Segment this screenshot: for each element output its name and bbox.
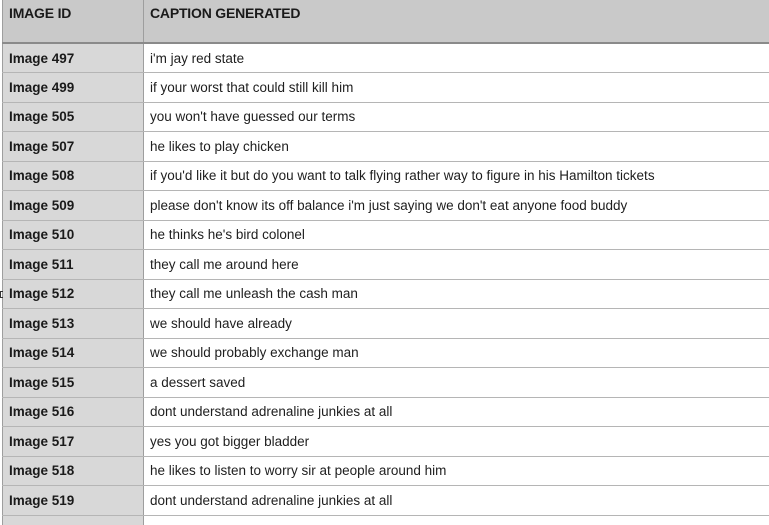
image-id-cell[interactable]: Image 515 [3,368,144,398]
table-row[interactable] [3,279,769,309]
image-id-cell[interactable]: Image 511 [3,250,144,280]
caption-cell[interactable]: we should have already [144,309,769,339]
table-row[interactable] [3,102,769,132]
image-id-cell[interactable]: Image 509 [3,191,144,221]
image-id-cell[interactable]: Image 497 [3,43,144,73]
table-row[interactable] [3,220,769,250]
table-row[interactable] [3,338,769,368]
column-header-caption: CAPTION GENERATED [144,0,769,43]
caption-cell[interactable]: we should probably exchange man [144,338,769,368]
table-row[interactable] [3,427,769,457]
table-row[interactable] [3,191,769,221]
caption-table-sheet [2,0,769,522]
table-row[interactable] [3,132,769,162]
caption-cell[interactable]: they call me around here [144,250,769,280]
image-id-cell[interactable]: Image 513 [3,309,144,339]
caption-cell[interactable]: you won't have guessed our terms [144,102,769,132]
caption-cell[interactable]: dont understand adrenaline junkies at all [144,397,769,427]
image-id-cell[interactable]: Image 499 [3,73,144,103]
caption-cell[interactable]: he likes to play chicken [144,132,769,162]
column-header-image-id: IMAGE ID [3,0,144,43]
image-id-cell[interactable]: Image 519 [3,486,144,516]
caption-cell-empty [144,515,769,525]
table-row[interactable] [3,397,769,427]
caption-table [2,0,769,525]
caption-cell[interactable]: he likes to listen to worry sir at people around him [144,456,769,486]
image-id-cell[interactable]: Image 518 [3,456,144,486]
image-id-cell[interactable]: Image 512 [3,279,144,309]
table-row[interactable] [3,486,769,516]
image-id-cell[interactable]: Image 510 [3,220,144,250]
image-id-cell[interactable]: Image 508 [3,161,144,191]
image-id-cell[interactable]: Image 507 [3,132,144,162]
table-row-partial [3,515,769,525]
header-row [3,0,769,43]
caption-cell[interactable]: he thinks he's bird colonel [144,220,769,250]
row-marker-icon [0,291,3,298]
table-row[interactable] [3,161,769,191]
caption-cell[interactable]: they call me unleash the cash man [144,279,769,309]
table-row[interactable] [3,309,769,339]
caption-cell[interactable]: if you'd like it but do you want to talk flying rather way to figure in his Hamilton tickets [144,161,769,191]
image-id-cell-empty [3,515,144,525]
caption-cell[interactable]: dont understand adrenaline junkies at all [144,486,769,516]
image-id-cell[interactable]: Image 505 [3,102,144,132]
caption-cell[interactable]: a dessert saved [144,368,769,398]
caption-cell[interactable]: i'm jay red state [144,43,769,73]
caption-cell[interactable]: yes you got bigger bladder [144,427,769,457]
image-id-cell[interactable]: Image 517 [3,427,144,457]
caption-cell[interactable]: if your worst that could still kill him [144,73,769,103]
table-row[interactable] [3,250,769,280]
table-row[interactable] [3,456,769,486]
table-row[interactable] [3,368,769,398]
image-id-cell[interactable]: Image 514 [3,338,144,368]
image-id-cell[interactable]: Image 516 [3,397,144,427]
table-row[interactable] [3,43,769,73]
caption-cell[interactable]: please don't know its off balance i'm just saying we don't eat anyone food buddy [144,191,769,221]
table-row[interactable] [3,73,769,103]
